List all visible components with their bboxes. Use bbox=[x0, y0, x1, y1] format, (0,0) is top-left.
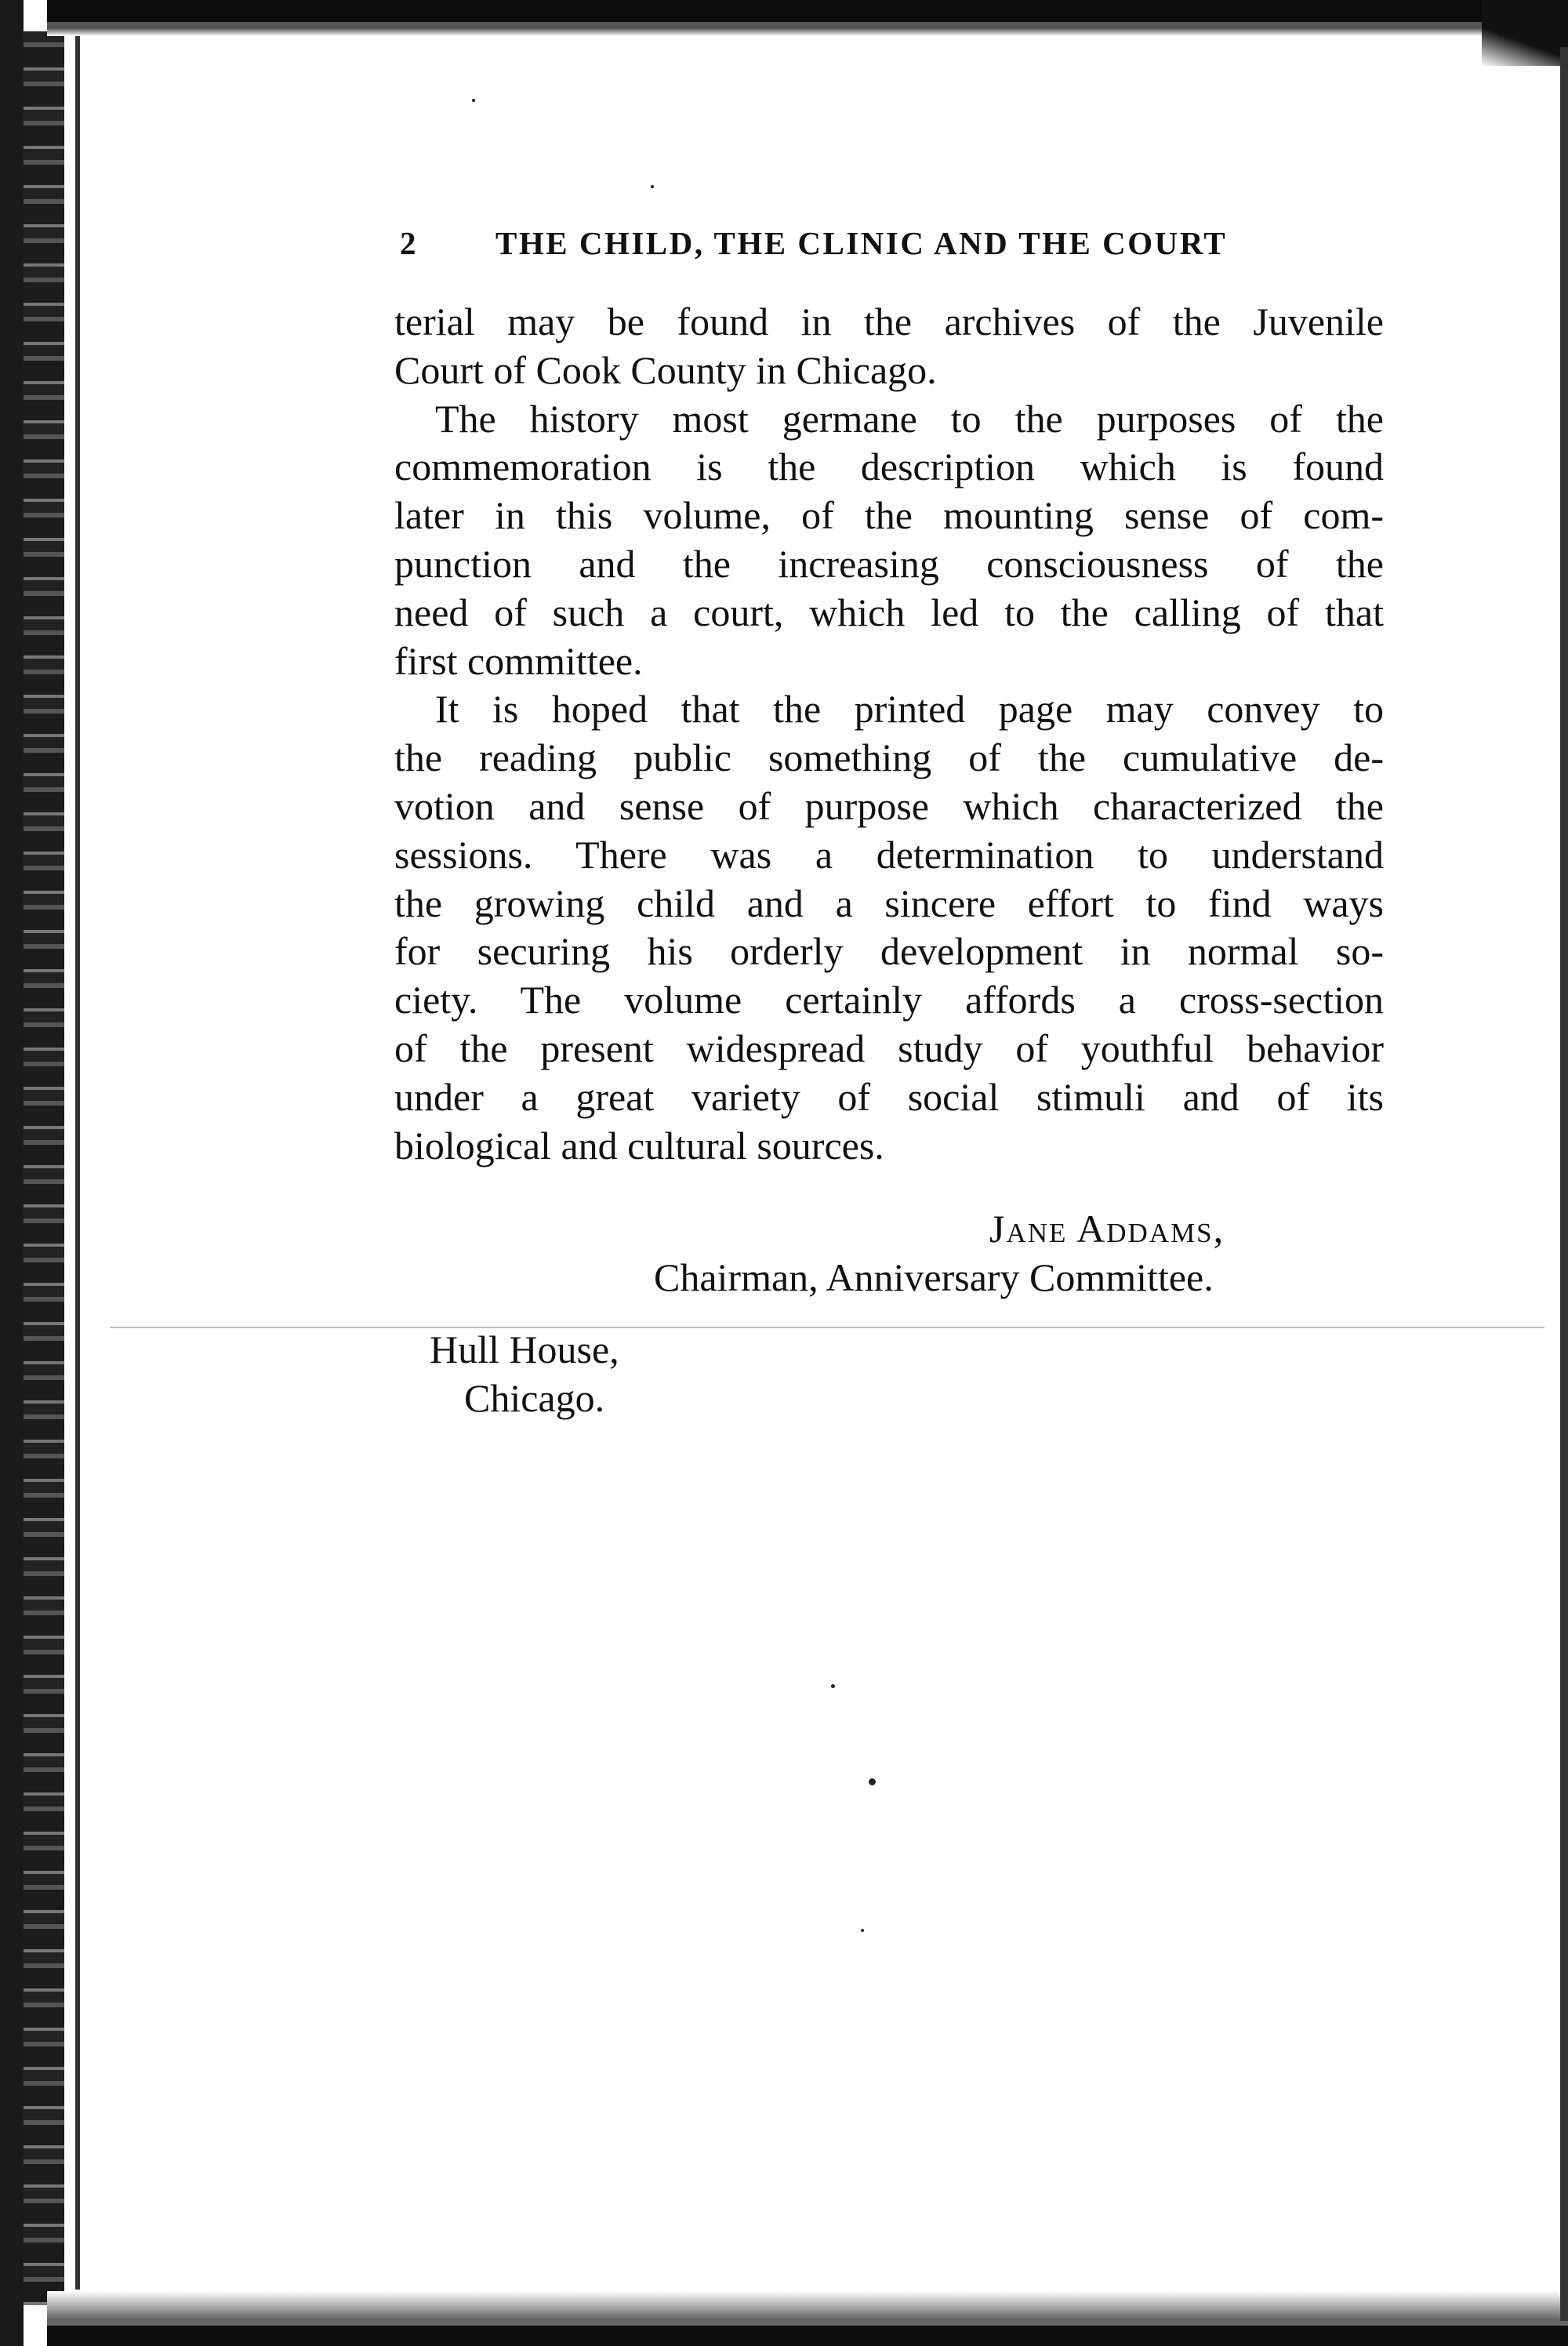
body-line: for securing his orderly development in normal so- bbox=[394, 929, 1384, 974]
body-line: It is hoped that the printed page may convey to bbox=[435, 687, 1384, 732]
body-line: The history most germane to the purposes of the bbox=[435, 396, 1384, 441]
body-line: later in this volume, of the mounting sense of com- bbox=[394, 493, 1384, 538]
signature-title: Chairman, Anniversary Committee. bbox=[654, 1255, 1214, 1299]
body-line: punction and the increasing consciousness of the bbox=[394, 541, 1384, 586]
body-line: under a great variety of social stimuli and of its bbox=[394, 1074, 1384, 1119]
signature-name: Jane Addams, bbox=[989, 1207, 1225, 1251]
scan-speck bbox=[472, 99, 475, 102]
scan-speck bbox=[651, 185, 654, 188]
page-fold-line bbox=[110, 1327, 1544, 1328]
body-line: biological and cultural sources. bbox=[394, 1123, 884, 1168]
body-line: need of such a court, which led to the calling of that bbox=[394, 590, 1384, 634]
running-title: THE CHILD, THE CLINIC AND THE COURT bbox=[495, 225, 1228, 261]
body-line: terial may be found in the archives of the Juvenile bbox=[394, 300, 1384, 343]
body-line: first committee. bbox=[394, 638, 643, 683]
body-line: the growing child and a sincere effort to find ways bbox=[394, 881, 1384, 925]
spine-shadow-line bbox=[75, 31, 80, 2290]
scan-speck bbox=[861, 1929, 864, 1932]
body-line: Court of Cook County in Chicago. bbox=[394, 347, 937, 392]
book-spine-edge bbox=[24, 31, 64, 2305]
body-line: the reading public something of the cumulative de- bbox=[394, 735, 1384, 780]
body-line: of the present widespread study of youthful behavior bbox=[394, 1026, 1384, 1070]
scan-corner-top-right bbox=[1482, 0, 1568, 66]
scan-speck bbox=[869, 1778, 876, 1785]
scan-border-bottom bbox=[47, 2291, 1568, 2346]
scan-speck bbox=[831, 1684, 835, 1688]
scan-border-top bbox=[47, 0, 1568, 36]
body-line: sessions. There was a determination to understand bbox=[394, 832, 1384, 877]
scan-border-left bbox=[0, 0, 24, 2346]
place-line-1: Hull House, bbox=[430, 1327, 619, 1371]
scan-border-right bbox=[1560, 47, 1568, 2321]
body-line: votion and sense of purpose which characterized the bbox=[394, 783, 1384, 828]
page-number: 2 bbox=[400, 225, 418, 261]
body-line: commemoration is the description which is found bbox=[394, 445, 1384, 489]
body-line: ciety. The volume certainly affords a cross-section bbox=[394, 978, 1384, 1022]
place-line-2: Chicago. bbox=[464, 1376, 605, 1420]
body-text bbox=[394, 298, 1384, 1170]
